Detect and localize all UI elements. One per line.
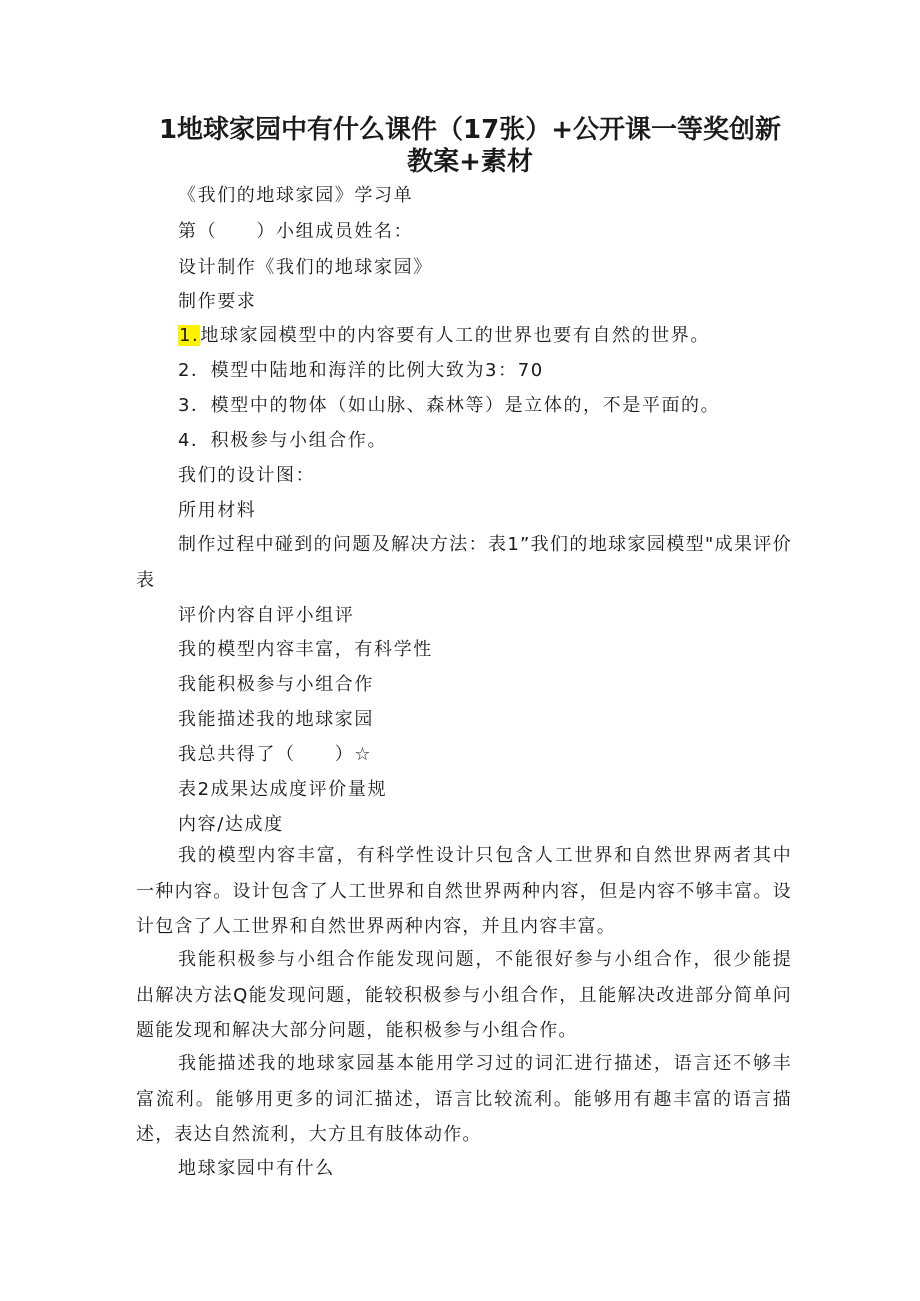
table1-header: 评价内容自评小组评	[178, 605, 355, 626]
requirement-2: 2．模型中陆地和海洋的比例大致为3：70	[178, 360, 544, 381]
table2-header: 内容/达成度	[178, 814, 284, 835]
worksheet-heading: 《我们的地球家园》学习单	[178, 185, 414, 206]
footer-heading: 地球家园中有什么	[178, 1158, 335, 1179]
table2-paragraph-3: 我能描述我的地球家园基本能用学习过的词汇进行描述，语言还不够丰富流利。能够用更多的词汇描述，语言比较流利。能够用有趣丰富的语言描述，表达自然流利，大方且有肢体动作。	[136, 1053, 792, 1145]
table2-title: 表2成果达成度评价量规	[178, 779, 388, 800]
requirement-4: 4．积极参与小组合作。	[178, 430, 388, 451]
table2-paragraph-2: 我能积极参与小组合作能发现问题，不能很好参与小组合作，很少能提出解决方法Q能发现问题，能较积极参与小组合作，且能解决改进部分简单问题能发现和解决大部分问题，能积极参与小组合作。	[136, 949, 792, 1041]
requirement-1	[178, 324, 710, 348]
problems-paragraph: 制作过程中碰到的问题及解决方法：表1”我们的地球家园模型"成果评价表	[136, 534, 792, 591]
design-drawing-label: 我们的设计图：	[178, 465, 316, 486]
table1-total: 我总共得了（ ）☆	[178, 744, 373, 765]
requirements-heading: 制作要求	[178, 291, 257, 312]
table2-paragraph-1: 我的模型内容丰富，有科学性设计只包含人工世界和自然世界两者其中一种内容。设计包含了人工世界和自然世界两种内容，但是内容不够丰富。设计包含了人工世界和自然世界两种内容，并且内容丰富。	[136, 845, 792, 937]
materials-label: 所用材料	[178, 500, 257, 521]
title-line-2: 教案+素材	[407, 147, 533, 177]
table1-row-2: 我能积极参与小组合作	[178, 674, 374, 695]
table1-row-3: 我能描述我的地球家园	[178, 709, 374, 730]
document-title	[120, 114, 820, 178]
title-line-1: 1地球家园中有什么课件（17张）+公开课一等奖创新	[158, 115, 782, 145]
requirement-1-text: 地球家园模型中的内容要有人工的世界也要有自然的世界。	[200, 325, 710, 346]
table1-row-1: 我的模型内容丰富，有科学性	[178, 639, 433, 660]
group-member-line: 第（ ）小组成员姓名：	[178, 221, 414, 242]
requirement-1-number: 1.	[179, 325, 200, 346]
design-task: 设计制作《我们的地球家园》	[178, 257, 433, 278]
requirement-3: 3．模型中的物体（如山脉、森林等）是立体的，不是平面的。	[178, 395, 721, 416]
